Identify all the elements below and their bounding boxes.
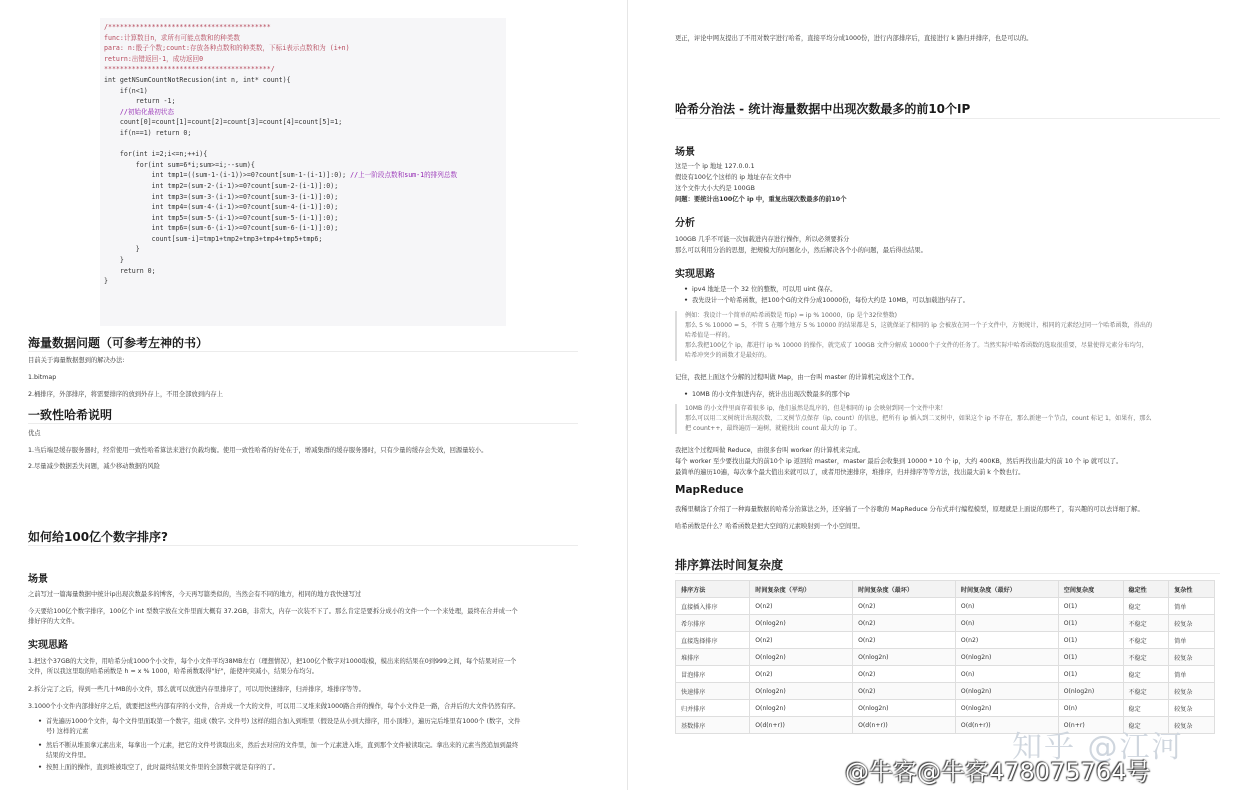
scene-line: 这是一个 ip 地址 127.0.0.1 [675,163,755,170]
heading-hash-divide: 哈希分治法 - 统计海量数据中出现次数最多的前10个IP [675,102,971,116]
code-line: if(n==1) return 0; [104,128,192,137]
reduce-line: 我把这个过程叫做 Reduce，由很多台叫 worker 的计算机来完成。 [675,447,865,454]
map-note: 记住，我把上面这个分解的过程叫做 Map，由一台叫 master 的计算机完成这个工作。 [675,374,918,381]
list-item-cont: 号) 这样的元素 [46,728,89,735]
heading-sort-10b: 如何给100亿个数字排序? [28,530,169,544]
complexity-table [675,580,1215,734]
idea-1a: 1.把这个37GB的大文件，用哈希分成1000个小文件，每个小文件平均38MB左右（理想情况），把100亿个数字对1000取模，模出来的结果在0到999之间，每个结果对应一个 [28,658,517,665]
massive-intro: 目前关于海量数据想到的解决办法: [28,357,125,364]
quote-line: 那么 5 % 10000 = 5，不管 5 在哪个地方 5 % 10000 的结果都是 5，这就保证了相同的 ip 会被放在同一个子文件中，方便统计，相同的元素经过同一个哈希函数，得出的 [685,322,1153,329]
table-cell: 简单 [1169,598,1215,615]
table-cell: 不稳定 [1123,632,1169,649]
table-row [676,598,1215,615]
quote-line: 那么可以用二叉树统计出现次数，二叉树节点保存（ip, count）的信息，把所有 ip 插入到二叉树中，如果这个 ip 不存在，那么新建一个节点，count 标记 1，如果有，那么 [685,415,1152,422]
heading-complexity-table: 排序算法时间复杂度 [675,558,784,572]
table-cell: O(n2) [853,598,956,615]
table-cell: O(n2) [853,632,956,649]
scene-question: 问题：要统计出100亿个 ip 中，重复出现次数最多的前10个 [675,196,847,203]
heading-scene: 场景 [28,574,48,585]
table-row [676,649,1215,666]
code-line: //初始化最初状态 [104,107,174,116]
reduce-line: 最简单的遍历10遍，每次拿个最大值出来就可以了，或者用快速排序，堆排序，归并排序等等方法，找出最大前 k 个数也行。 [675,469,1025,476]
table-cell: O(d(n+r)) [750,717,853,734]
table-cell: O(d(n+r)) [853,717,956,734]
quote-line: 把 count++，最终遍历一遍树，就能找出 count 最大的 ip 了。 [685,425,861,432]
table-cell: O(nlog2n) [750,615,853,632]
mapreduce-line: 我稀里糊涂了介绍了一种海量数据的哈希分治算法之外，还穿插了一个谷歌的 MapReduce 分布式并行编程模型，原理就是上面说的那些了，有兴趣的可以去详细了解。 [675,506,1144,513]
code-line: } [104,256,124,265]
massive-item-2: 2.桶排序，外部排序，将需要排序的放到外存上，不用全部放到内存上 [28,391,223,398]
idea-1b: 文件，所以我这里取的哈希函数是 h = x % 1000，哈希函数取得"好"，能使冲突减小，结果分布均匀。 [28,668,319,675]
table-cell: 不稳定 [1123,649,1169,666]
code-line: int tmp3=(sum-3-(i-1)>=0?count[sum-3-(i-1)]:0); [104,192,339,201]
table-cell: 快速排序 [676,683,750,700]
table-cell: 直接选择排序 [676,632,750,649]
list-item: • ipv4 地址是一个 32 位的整数，可以用 uint 保存。 [692,285,836,295]
code-line: int tmp2=(sum-2-(i-1)>=0?count[sum-2-(i-1)]:0); [104,181,339,190]
heading-scene: 场景 [675,147,695,158]
table-header-cell: 时间复杂度（最好） [955,581,1058,598]
table-header-row [676,581,1215,598]
table-cell: 简单 [1169,632,1215,649]
table-row [676,615,1215,632]
table-cell: O(1) [1058,666,1123,683]
table-cell: O(nlog2n) [750,649,853,666]
scene-line-1: 之前写过一篇海量数据中统计ip出现次数最多的博客，今天再写篇类似的，当然会有不同的地方，相同的地方我快速写过 [28,591,362,598]
quote-line: 那么我把100亿个 ip，都进行 ip % 10000 的操作，就完成了 100GB 文件分解成 10000个子文件的任务了。当然实际中哈希函数的选取很重要，尽量使得元素分布均匀， [685,342,1148,349]
list-item: • 我先设计一个哈希函数，把100个G的文件分成10000份，每份大约是 10MB，可以加载进内存了。 [692,296,969,306]
heading-analysis: 分析 [675,218,695,229]
code-comment: //上一阶段点数和sum-1的排列总数 [350,171,458,180]
table-cell: 希尔排序 [676,615,750,632]
table-cell: 稳定 [1123,700,1169,717]
table-cell: 简单 [1169,666,1215,683]
table-cell: O(nlog2n) [750,700,853,717]
heading-idea: 实现思路 [675,269,715,280]
code-line: if(n<1) [104,86,148,95]
code-line: func:计算数目n，求所有可能点数和的种类数 [104,33,240,42]
table-cell: 稳定 [1123,717,1169,734]
table-row [676,666,1215,683]
list-item: • 10MB 的小文件加进内存，统计出出现次数最多的那个ip [692,390,850,400]
table-cell: O(nlog2n) [750,683,853,700]
quote-line: 例如：我设计一个简单的哈希函数是 f(ip) = ip % 10000，(ip 是个32位整数) [685,312,898,319]
code-line: int tmp6=(sum-6-(i-1)>=0?count[sum-6-(i-1)]:0); [104,224,339,233]
blockquote [675,311,1225,361]
reduce-line: 每个 worker 至少要找出最大的前10个 ip 返回给 master，master 最后会收集到 10000 * 10 个 ip，大约 400KB，然后再找出最大的前 10 个 ip 就可以了。 [675,458,1123,465]
zhihu-watermark: 知乎 @江河 [1012,730,1184,765]
heading-idea: 实现思路 [28,640,68,651]
correction-note: 更正，评论中网友提出了不用对数字进行哈希，直接平均分成1000份，进行内部排序后，直接进行 k 路归并排序，也是可以的。 [675,35,1033,42]
table-cell: O(n2) [750,666,853,683]
table-cell: 较复杂 [1169,615,1215,632]
table-header-cell: 排序方法 [676,581,750,598]
table-cell: 较复杂 [1169,649,1215,666]
table-cell: 归并排序 [676,700,750,717]
table-header-cell: 复杂性 [1169,581,1215,598]
idea-3: 3.1000个小文件内部排好序之后，就要把这些内部有序的小文件，合并成一个大的文件，可以用二叉堆来做1000路合并的操作，每个小文件是一路，合并后的大文件仍然有序。 [28,703,520,710]
table-cell: O(n2) [853,683,956,700]
page-divider [627,0,628,790]
scene-line: 这个文件大小大约是 100GB [675,185,755,192]
table-cell: O(n) [955,598,1058,615]
code-line: } [104,245,140,254]
code-line: return 0; [104,266,156,275]
divider [28,545,578,546]
code-line: ******************************************/ [104,65,275,74]
table-header-cell: 空间复杂度 [1058,581,1123,598]
code-line [104,139,506,150]
heading-massive-data: 海量数据问题（可参考左神的书） [28,336,209,350]
table-cell: 冒泡排序 [676,666,750,683]
divider [28,351,578,352]
table-cell: O(n2) [750,632,853,649]
code-line: count[sum-i]=tmp1+tmp2+tmp3+tmp4+tmp5+tmp6; [104,234,323,243]
code-line: count[0]=count[1]=count[2]=count[3]=count[4]=count[5]=1; [104,118,343,127]
table-cell: O(n2) [750,598,853,615]
table-cell: 直接插入排序 [676,598,750,615]
advantage-2: 2.尽量减少数据丢失问题，减少移动数据的风险 [28,463,160,470]
divider [675,573,1220,574]
code-line: int tmp4=(sum-4-(i-1)>=0?count[sum-4-(i-1)]:0); [104,203,339,212]
table-header-cell: 时间复杂度（最坏） [853,581,956,598]
code-line: return -1; [104,97,176,106]
table-cell: 不稳定 [1123,683,1169,700]
scene-line-2a: 今天要给100亿个数字排序，100亿个 int 型数字放在文件里面大概有 37.2GB，非常大，内存一次装不下了。那么肯定是要拆分成小的文件一个一个来处理，最终在合并成一个 [28,608,518,615]
advantage-1: 1.当后端是缓存服务器时，经常使用一致性哈希算法来进行负载均衡。使用一致性哈希的好处在于，增减集群的缓存服务器时，只有少量的缓存会失效，回源量较小。 [28,447,488,454]
code-line: for(int sum=6*i;sum>=i;--sum){ [104,160,255,169]
table-cell: O(1) [1058,632,1123,649]
advantages-label: 优点 [28,430,41,437]
table-cell: O(d(n+r)) [955,717,1058,734]
code-line: int tmp5=(sum-5-(i-1)>=0?count[sum-5-(i-1)]:0); [104,213,339,222]
table-cell: O(n2) [955,632,1058,649]
nowcoder-watermark: @牛客@牛客478075764号 [845,758,1151,786]
table-row [676,632,1215,649]
blockquote [675,404,1225,434]
code-line: int tmp1=((sum-1-(i-1))>=0?count[sum-1-(i-1)]:0); //上一阶段点数和sum-1的排列总数 [104,171,458,180]
analysis-line: 100GB 几乎不可能一次加载进内存进行操作，所以必须要拆分 [675,236,850,243]
code-line: return:出错返回-1，成功返回0 [104,54,204,63]
code-line: int getNSumCountNotRecusion(int n, int* count){ [104,75,291,84]
table-header-cell: 时间复杂度（平均） [750,581,853,598]
table-row [676,700,1215,717]
analysis-line: 那么可以利用分治的思想，把规模大的问题化小，然后解决各个小的问题，最后得出结果。 [675,247,927,254]
heading-consistent-hash: 一致性哈希说明 [28,408,113,422]
quote-line: 哈希冲突少的函数才是最好的。 [685,352,771,359]
table-cell: O(nlog2n) [955,649,1058,666]
table-cell: O(n) [955,615,1058,632]
scene-line: 假设有100亿个这样的 ip 地址存在文件中 [675,174,792,181]
table-cell: O(1) [1058,649,1123,666]
list-item: • 然后不断从堆顶拿元素出来，每拿出一个元素，把它的文件号读取出来，然后去对应的文件里，加一个元素进入堆，直到那个文件被读取完。拿出来的元素当然追加到最终 [46,741,518,751]
right-page [630,0,1240,790]
table-cell: O(nlog2n) [955,700,1058,717]
table-cell: O(nlog2n) [853,649,956,666]
heading-mapreduce: MapReduce [675,484,744,496]
code-line: } [104,277,108,286]
table-cell: O(1) [1058,615,1123,632]
table-cell: 不稳定 [1123,615,1169,632]
massive-item-1: 1.bitmap [28,374,57,381]
table-cell: O(n2) [853,615,956,632]
table-cell: 较复杂 [1169,717,1215,734]
list-item: • 首先遍历1000个文件，每个文件里面取第一个数字，组成 (数字, 文件号) 这样的组合加入到堆里（假设是从小到大排序，用小顶堆），遍历完后堆里有1000个 (数字，文件 [46,717,520,727]
table-cell: 堆排序 [676,649,750,666]
quote-line: 哈希值是一样的。 [685,332,734,339]
table-cell: O(nlog2n) [955,683,1058,700]
table-cell: O(nlog2n) [853,700,956,717]
table-cell: 稳定 [1123,666,1169,683]
table-cell: O(n2) [853,666,956,683]
mapreduce-line: 哈希函数是什么？哈希函数是把大空间的元素映射到一个小空间里。 [675,523,864,530]
table-cell: 较复杂 [1169,700,1215,717]
list-item: • 按照上面的操作，直到堆被取空了，此时最终结果文件里的全部数字就是有序的了。 [46,763,279,773]
table-cell: 稳定 [1123,598,1169,615]
list-item-cont: 结果的文件里。 [46,752,91,759]
table-cell: O(n) [955,666,1058,683]
code-line: /***************************************** [104,23,271,31]
table-cell: 基数排序 [676,717,750,734]
table-cell: O(1) [1058,598,1123,615]
idea-2: 2.拆分完了之后，得到一些几十MB的小文件，那么就可以放进内存里排序了，可以用快速排序，归并排序，堆排序等等。 [28,686,365,693]
table-cell: O(n) [1058,700,1123,717]
scene-line-2b: 排好序的大文件。 [28,618,79,625]
quote-line: 10MB 的小文件里面存着很多 ip，他们虽然是乱序的，但是相同的 ip 会映射到同一个文件中来！ [685,405,947,412]
divider [28,423,578,424]
table-cell: 较复杂 [1169,683,1215,700]
code-line: for(int i=2;i<=n;++i){ [104,150,208,159]
divider [675,118,1220,119]
code-line: para: n:骰子个数;count:存放各种点数和的种类数，下标i表示点数和为 (i+n) [104,44,350,53]
table-cell: O(n+r) [1058,717,1123,734]
table-cell: O(nlog2n) [1058,683,1123,700]
table-header-cell: 稳定性 [1123,581,1169,598]
code-block [100,18,506,326]
table-row [676,683,1215,700]
table-body [676,598,1215,734]
